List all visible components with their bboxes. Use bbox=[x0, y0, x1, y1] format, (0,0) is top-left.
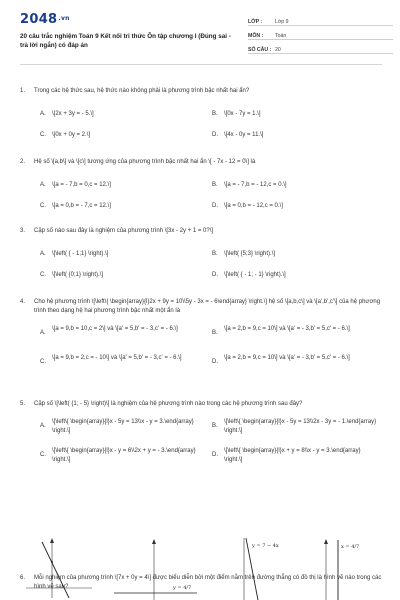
option-a[interactable] bbox=[40, 418, 208, 436]
option-text: \[2x + 3y = - 5.\] bbox=[52, 111, 94, 117]
question-2 bbox=[20, 158, 382, 207]
options bbox=[40, 167, 382, 207]
meta-subject-row bbox=[248, 29, 393, 40]
meta-count-row bbox=[248, 43, 393, 54]
line-label: y = 7 − 4x bbox=[252, 543, 279, 549]
graph-option-4[interactable] bbox=[306, 538, 376, 600]
graph-option-3[interactable] bbox=[214, 538, 294, 600]
option-text: \[\left\{ \begin{array}{l}x - 5y = 13\\x - y = 3.\end{array} \right.\] bbox=[52, 419, 194, 434]
y-axis-arrow bbox=[50, 538, 54, 543]
question-text: Cặp số nào sau đây là nghiệm của phương trình \[3x - 2y + 1 = 0?\] bbox=[34, 228, 214, 234]
graph-line bbox=[42, 542, 69, 598]
option-d[interactable] bbox=[212, 202, 382, 211]
option-letter: B. bbox=[212, 330, 218, 336]
options bbox=[40, 409, 382, 469]
option-a[interactable] bbox=[40, 181, 210, 190]
question-number: 4. bbox=[20, 299, 26, 305]
option-text: \[a = 9,b = 2,c = - 10\] và \[a' = 5,b' = - 3,c' = - 6.\] bbox=[52, 355, 182, 361]
option-c[interactable] bbox=[40, 131, 210, 140]
intercept-point bbox=[51, 561, 53, 563]
option-letter: C. bbox=[40, 359, 46, 365]
option-letter: C. bbox=[40, 132, 46, 138]
option-text: \[a = - 7,b = 0,c = 12.\] bbox=[52, 182, 111, 188]
option-text: \[\left( { - 1;1} \right).\] bbox=[52, 251, 109, 257]
class-label: LỚP : bbox=[248, 19, 263, 25]
page-header bbox=[20, 0, 382, 58]
y-axis-arrow bbox=[152, 539, 156, 544]
option-letter: D. bbox=[212, 359, 218, 365]
graph-option-2[interactable] bbox=[109, 538, 199, 600]
question-text: Cho hệ phương trình \[\left\{ \begin{array}{l}2x + 9y = 10\\5y - 3x = - 6\end{array} \right.\] hệ số \[a,b,c\] và \[a',b',c'\] của hệ phương trình theo dạng hệ hai phương trình bậc nhất một ẩn là bbox=[34, 299, 381, 314]
question-5 bbox=[20, 400, 382, 469]
line-label: x = 4/7 bbox=[341, 544, 360, 550]
options bbox=[40, 96, 382, 136]
site-logo[interactable] bbox=[20, 12, 70, 27]
question-text: Mỗi nghiệm của phương trình \[7x + 0y = 4\] được biểu diễn bởi một điểm nằm trên đường thẳng có đồ thị là hình vẽ nào trong các hình vẽ sau? bbox=[34, 575, 382, 590]
option-letter: A. bbox=[40, 251, 46, 257]
option-text: \[0x - 7y = 1.\] bbox=[224, 111, 261, 117]
option-a[interactable] bbox=[40, 110, 210, 119]
option-text: \[\left\{ \begin{array}{l}x - y = 6\\2x + y = - 3.\end{array} \right.\] bbox=[52, 448, 196, 463]
option-text: \[\left\{ \begin{array}{l}x - 5y = 13\\2x - 3y = - 1.\end{array} \right.\] bbox=[224, 419, 377, 434]
question-number: 1. bbox=[20, 88, 26, 94]
option-letter: C. bbox=[40, 272, 46, 278]
option-letter: C. bbox=[40, 203, 46, 209]
logo-tld: .vn bbox=[58, 15, 70, 22]
meta-box bbox=[248, 15, 393, 57]
question-4 bbox=[20, 298, 382, 376]
question-number: 6. bbox=[20, 575, 26, 581]
option-letter: D. bbox=[212, 452, 218, 458]
option-d[interactable] bbox=[212, 271, 382, 280]
option-letter: D. bbox=[212, 272, 218, 278]
question-3 bbox=[20, 227, 382, 276]
option-letter: D. bbox=[212, 203, 218, 209]
option-letter: A. bbox=[40, 111, 46, 117]
option-text: \[a = 2,b = 9,c = 10\] và \[a' = - 3,b' = 5,c' = - 6.\] bbox=[224, 326, 350, 332]
subject-value: Toán bbox=[275, 33, 287, 39]
option-b[interactable] bbox=[212, 250, 382, 259]
option-c[interactable] bbox=[40, 354, 208, 363]
option-c[interactable] bbox=[40, 202, 210, 211]
option-letter: B. bbox=[212, 182, 218, 188]
option-text: \[a = - 7,b = - 12,c = 0.\] bbox=[224, 182, 287, 188]
option-letter: B. bbox=[212, 251, 218, 257]
count-value: 20 bbox=[275, 47, 281, 53]
option-b[interactable] bbox=[212, 325, 380, 334]
options bbox=[40, 236, 382, 276]
option-b[interactable] bbox=[212, 418, 380, 436]
subject-label: MÔN : bbox=[248, 33, 264, 39]
option-letter: A. bbox=[40, 330, 46, 336]
option-letter: D. bbox=[212, 132, 218, 138]
worksheet-title: 20 câu trắc nghiệm Toán 9 Kết nối tri thức Ôn tập chương I (Đúng sai - trả lời ngắn) có đáp án bbox=[20, 33, 231, 49]
option-letter: B. bbox=[212, 111, 218, 117]
logo-main: 2048 bbox=[20, 12, 58, 27]
option-b[interactable] bbox=[212, 181, 382, 190]
option-text: \[\left\{ \begin{array}{l}x + y = 8\\x - y = 3.\end{array} \right.\] bbox=[224, 448, 361, 463]
question-number: 5. bbox=[20, 401, 26, 407]
option-text: \[\left( {5;3} \right).\] bbox=[224, 251, 276, 257]
options bbox=[40, 316, 382, 376]
graph-option-1[interactable] bbox=[24, 538, 94, 600]
option-d[interactable] bbox=[212, 131, 382, 140]
option-text: \[\left( {0;1} \right).\] bbox=[52, 272, 104, 278]
header-divider bbox=[20, 64, 382, 65]
option-text: \[a = 0,b = - 12,c = 0.\] bbox=[224, 203, 283, 209]
count-label: SỐ CÂU : bbox=[248, 47, 272, 53]
option-text: \[0x + 0y = 2.\] bbox=[52, 132, 91, 138]
option-a[interactable] bbox=[40, 250, 210, 259]
option-text: \[a = 2,b = 9,c = 10\] và \[a' = - 3,b' = 5,c' = - 6.\] bbox=[224, 355, 350, 361]
option-d[interactable] bbox=[212, 447, 380, 465]
question-text: Trong các hệ thức sau, hệ thức nào không phải là phương trình bậc nhất hai ẩn? bbox=[34, 88, 250, 94]
option-letter: A. bbox=[40, 182, 46, 188]
y-axis-arrow bbox=[324, 539, 328, 544]
option-letter: A. bbox=[40, 423, 46, 429]
option-text: \[4x - 0y = 11.\] bbox=[224, 132, 264, 138]
class-value: Lớp 9 bbox=[275, 19, 289, 25]
option-letter: B. bbox=[212, 423, 218, 429]
question-number: 2. bbox=[20, 159, 26, 165]
option-text: \[a = 0,b = - 7,c = 12.\] bbox=[52, 203, 111, 209]
option-text: \[\left( { - 1; - 1} \right).\] bbox=[224, 272, 286, 278]
question-number: 3. bbox=[20, 228, 26, 234]
option-c[interactable] bbox=[40, 447, 208, 465]
option-letter: C. bbox=[40, 452, 46, 458]
line-label: y = 4/7 bbox=[173, 585, 192, 591]
meta-class-row bbox=[248, 15, 393, 26]
question-1 bbox=[20, 87, 382, 136]
question-text: Cặp số \[\left( {1; - 5} \right)\] là nghiệm của hệ phương trình nào trong các hệ phương trình sau đây? bbox=[34, 401, 303, 407]
option-b[interactable] bbox=[212, 110, 382, 119]
option-text: \[a = 9,b = 10,c = 2\] và \[a' = 5,b' = - 3,c' = - 6.\] bbox=[52, 326, 178, 332]
option-c[interactable] bbox=[40, 271, 210, 280]
answer-graphs bbox=[24, 538, 364, 600]
option-a[interactable] bbox=[40, 325, 208, 334]
question-text: Hệ số \[a,b\] và \[c\] tương ứng của phương trình bậc nhất hai ẩn \[ - 7x - 12 = 0\] là bbox=[34, 159, 256, 165]
option-d[interactable] bbox=[212, 354, 380, 363]
